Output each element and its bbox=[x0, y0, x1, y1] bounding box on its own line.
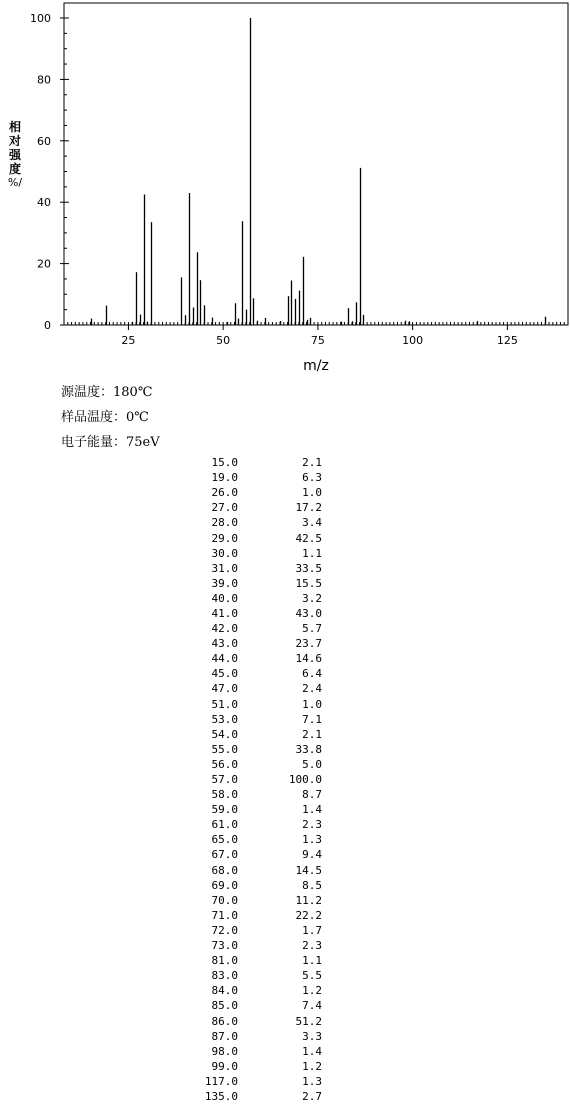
peak-intensity: 14.5 bbox=[295, 863, 322, 877]
y-tick-label: 60 bbox=[37, 134, 51, 148]
peak-mz: 81.0 bbox=[211, 954, 238, 968]
y-axis-label-char: 强 bbox=[8, 148, 21, 162]
peak-intensity: 33.8 bbox=[295, 742, 322, 756]
y-axis-label-text bbox=[6, 120, 24, 176]
x-axis-label: m/z bbox=[303, 358, 329, 374]
peak-mz: 40.0 bbox=[211, 591, 238, 605]
peak-mz: 30.0 bbox=[211, 546, 238, 560]
peak-row bbox=[180, 561, 322, 576]
peak-row bbox=[180, 772, 322, 787]
peak-intensity: 1.7 bbox=[302, 923, 322, 937]
peak-mz: 73.0 bbox=[211, 939, 238, 953]
peak-intensity: 43.0 bbox=[295, 606, 322, 620]
peak-intensity: 8.5 bbox=[302, 878, 322, 892]
peak-mz: 28.0 bbox=[211, 516, 238, 530]
peak-row bbox=[180, 817, 322, 832]
peak-row bbox=[180, 983, 322, 998]
peak-intensity: 1.1 bbox=[302, 954, 322, 968]
peak-intensity: 7.1 bbox=[302, 712, 322, 726]
peak-intensity: 1.0 bbox=[302, 697, 322, 711]
peak-mz: 98.0 bbox=[211, 1044, 238, 1058]
peak-row bbox=[180, 515, 322, 530]
peak-intensity: 1.3 bbox=[302, 833, 322, 847]
peak-row bbox=[180, 938, 322, 953]
peak-mz: 99.0 bbox=[211, 1059, 238, 1073]
y-axis-label-char: 度 bbox=[8, 162, 21, 176]
peak-mz: 71.0 bbox=[211, 908, 238, 922]
peak-intensity: 5.0 bbox=[302, 757, 322, 771]
peak-mz: 43.0 bbox=[211, 637, 238, 651]
peak-mz: 56.0 bbox=[211, 757, 238, 771]
peak-mz: 86.0 bbox=[211, 1014, 238, 1028]
peak-intensity: 33.5 bbox=[295, 561, 322, 575]
peak-intensity: 2.3 bbox=[302, 939, 322, 953]
peak-intensity: 1.4 bbox=[302, 1044, 322, 1058]
peak-mz: 27.0 bbox=[211, 501, 238, 515]
peak-mz: 61.0 bbox=[211, 818, 238, 832]
peak-row bbox=[180, 878, 322, 893]
peak-mz: 42.0 bbox=[211, 622, 238, 636]
peak-row bbox=[180, 1074, 322, 1089]
peak-intensity: 5.5 bbox=[302, 969, 322, 983]
peak-row bbox=[180, 893, 322, 908]
peak-intensity: 7.4 bbox=[302, 999, 322, 1013]
peak-row bbox=[180, 591, 322, 606]
peak-row bbox=[180, 923, 322, 938]
peak-mz: 45.0 bbox=[211, 667, 238, 681]
peak-mz: 44.0 bbox=[211, 652, 238, 666]
peak-intensity: 6.4 bbox=[302, 667, 322, 681]
peak-bars bbox=[92, 18, 546, 325]
peak-mz: 117.0 bbox=[204, 1074, 238, 1088]
y-axis-label bbox=[6, 120, 24, 190]
peak-intensity: 1.0 bbox=[302, 486, 322, 500]
peak-row bbox=[180, 666, 322, 681]
peak-row bbox=[180, 847, 322, 862]
peak-intensity: 15.5 bbox=[295, 576, 322, 590]
peak-mz: 85.0 bbox=[211, 999, 238, 1013]
peak-mz: 47.0 bbox=[211, 682, 238, 696]
peak-row bbox=[180, 832, 322, 847]
peak-mz: 59.0 bbox=[211, 803, 238, 817]
peak-mz: 67.0 bbox=[211, 848, 238, 862]
peak-row bbox=[180, 697, 322, 712]
peak-row bbox=[180, 998, 322, 1013]
peak-intensity: 1.2 bbox=[302, 1059, 322, 1073]
peak-intensity: 11.2 bbox=[295, 893, 322, 907]
peak-mz: 68.0 bbox=[211, 863, 238, 877]
x-tick-label: 75 bbox=[310, 334, 325, 347]
peak-row bbox=[180, 908, 322, 923]
peak-intensity: 2.4 bbox=[302, 682, 322, 696]
peak-row bbox=[180, 530, 322, 545]
mass-spectrum-chart bbox=[0, 0, 570, 380]
peak-row bbox=[180, 546, 322, 561]
y-axis-label-char: 相 bbox=[8, 120, 21, 134]
peak-mz: 69.0 bbox=[211, 878, 238, 892]
peak-table bbox=[180, 455, 322, 1104]
peak-intensity: 51.2 bbox=[295, 1014, 322, 1028]
peak-row bbox=[180, 636, 322, 651]
y-tick-label: 100 bbox=[30, 12, 51, 25]
peak-intensity: 1.4 bbox=[302, 803, 322, 817]
peak-mz: 135.0 bbox=[204, 1089, 238, 1103]
peak-intensity: 14.6 bbox=[295, 652, 322, 666]
x-tick-label: 25 bbox=[121, 334, 136, 347]
peak-intensity: 1.2 bbox=[302, 984, 322, 998]
y-tick-label: 0 bbox=[44, 319, 51, 332]
x-tick-label: 125 bbox=[496, 334, 518, 347]
peak-mz: 39.0 bbox=[211, 576, 238, 590]
y-tick-label: 40 bbox=[37, 196, 51, 210]
peak-mz: 87.0 bbox=[211, 1029, 238, 1043]
sample-temperature: 样品温度：0℃ bbox=[61, 410, 149, 425]
peak-row bbox=[180, 742, 322, 757]
peak-intensity: 3.2 bbox=[302, 591, 322, 605]
peak-mz: 55.0 bbox=[211, 742, 238, 756]
peak-row bbox=[180, 681, 322, 696]
peak-intensity: 5.7 bbox=[302, 622, 322, 636]
peak-row bbox=[180, 1029, 322, 1044]
electron-energy: 电子能量：75eV bbox=[61, 435, 160, 450]
peak-row bbox=[180, 606, 322, 621]
peak-mz: 31.0 bbox=[211, 561, 238, 575]
peak-mz: 15.0 bbox=[211, 456, 238, 470]
peak-row bbox=[180, 621, 322, 636]
peak-row bbox=[180, 712, 322, 727]
peak-row bbox=[180, 787, 322, 802]
peak-mz: 19.0 bbox=[211, 471, 238, 485]
peak-mz: 57.0 bbox=[211, 773, 238, 787]
x-axis-ticks bbox=[121, 325, 517, 347]
peak-mz: 83.0 bbox=[211, 969, 238, 983]
y-axis-ticks bbox=[30, 12, 64, 332]
peak-intensity: 3.3 bbox=[302, 1029, 322, 1043]
peak-row bbox=[180, 863, 322, 878]
peak-intensity: 42.5 bbox=[295, 531, 322, 545]
peak-row bbox=[180, 1013, 322, 1028]
peak-intensity: 2.3 bbox=[302, 818, 322, 832]
peak-row bbox=[180, 968, 322, 983]
peak-intensity: 17.2 bbox=[295, 501, 322, 515]
peak-intensity: 2.1 bbox=[302, 456, 322, 470]
peak-intensity: 23.7 bbox=[295, 637, 322, 651]
minor-ticks bbox=[64, 18, 568, 325]
peak-row bbox=[180, 802, 322, 817]
peak-row bbox=[180, 1059, 322, 1074]
source-temperature: 源温度：180℃ bbox=[61, 385, 153, 400]
peak-intensity: 2.7 bbox=[302, 1089, 322, 1103]
peak-intensity: 3.4 bbox=[302, 516, 322, 530]
peak-intensity: 22.2 bbox=[295, 908, 322, 922]
peak-mz: 41.0 bbox=[211, 606, 238, 620]
peak-mz: 65.0 bbox=[211, 833, 238, 847]
peak-row bbox=[180, 1089, 322, 1104]
peak-intensity: 1.1 bbox=[302, 546, 322, 560]
peak-mz: 54.0 bbox=[211, 727, 238, 741]
peak-row bbox=[180, 500, 322, 515]
x-tick-label: 100 bbox=[402, 334, 424, 347]
peak-row bbox=[180, 576, 322, 591]
peak-row bbox=[180, 953, 322, 968]
peak-row bbox=[180, 651, 322, 666]
peak-intensity: 100.0 bbox=[288, 773, 322, 787]
y-axis-label-char: 对 bbox=[8, 134, 21, 148]
peak-mz: 84.0 bbox=[211, 984, 238, 998]
plot-frame bbox=[64, 3, 568, 325]
peak-mz: 51.0 bbox=[211, 697, 238, 711]
peak-mz: 58.0 bbox=[211, 788, 238, 802]
peak-row bbox=[180, 485, 322, 500]
peak-intensity: 8.7 bbox=[302, 788, 322, 802]
peak-mz: 26.0 bbox=[211, 486, 238, 500]
peak-intensity: 9.4 bbox=[302, 848, 322, 862]
peak-mz: 53.0 bbox=[211, 712, 238, 726]
peak-row bbox=[180, 455, 322, 470]
peak-intensity: 2.1 bbox=[302, 727, 322, 741]
peak-intensity: 1.3 bbox=[302, 1074, 322, 1088]
y-tick-label: 80 bbox=[37, 73, 51, 87]
peak-row bbox=[180, 727, 322, 742]
y-axis-unit: %/ bbox=[7, 176, 23, 189]
peak-row bbox=[180, 1044, 322, 1059]
peak-intensity: 6.3 bbox=[302, 471, 322, 485]
x-tick-label: 50 bbox=[216, 334, 231, 347]
peak-mz: 72.0 bbox=[211, 923, 238, 937]
peak-row bbox=[180, 757, 322, 772]
y-tick-label: 20 bbox=[37, 257, 51, 271]
peak-mz: 70.0 bbox=[211, 893, 238, 907]
peak-row bbox=[180, 470, 322, 485]
peak-mz: 29.0 bbox=[211, 531, 238, 545]
